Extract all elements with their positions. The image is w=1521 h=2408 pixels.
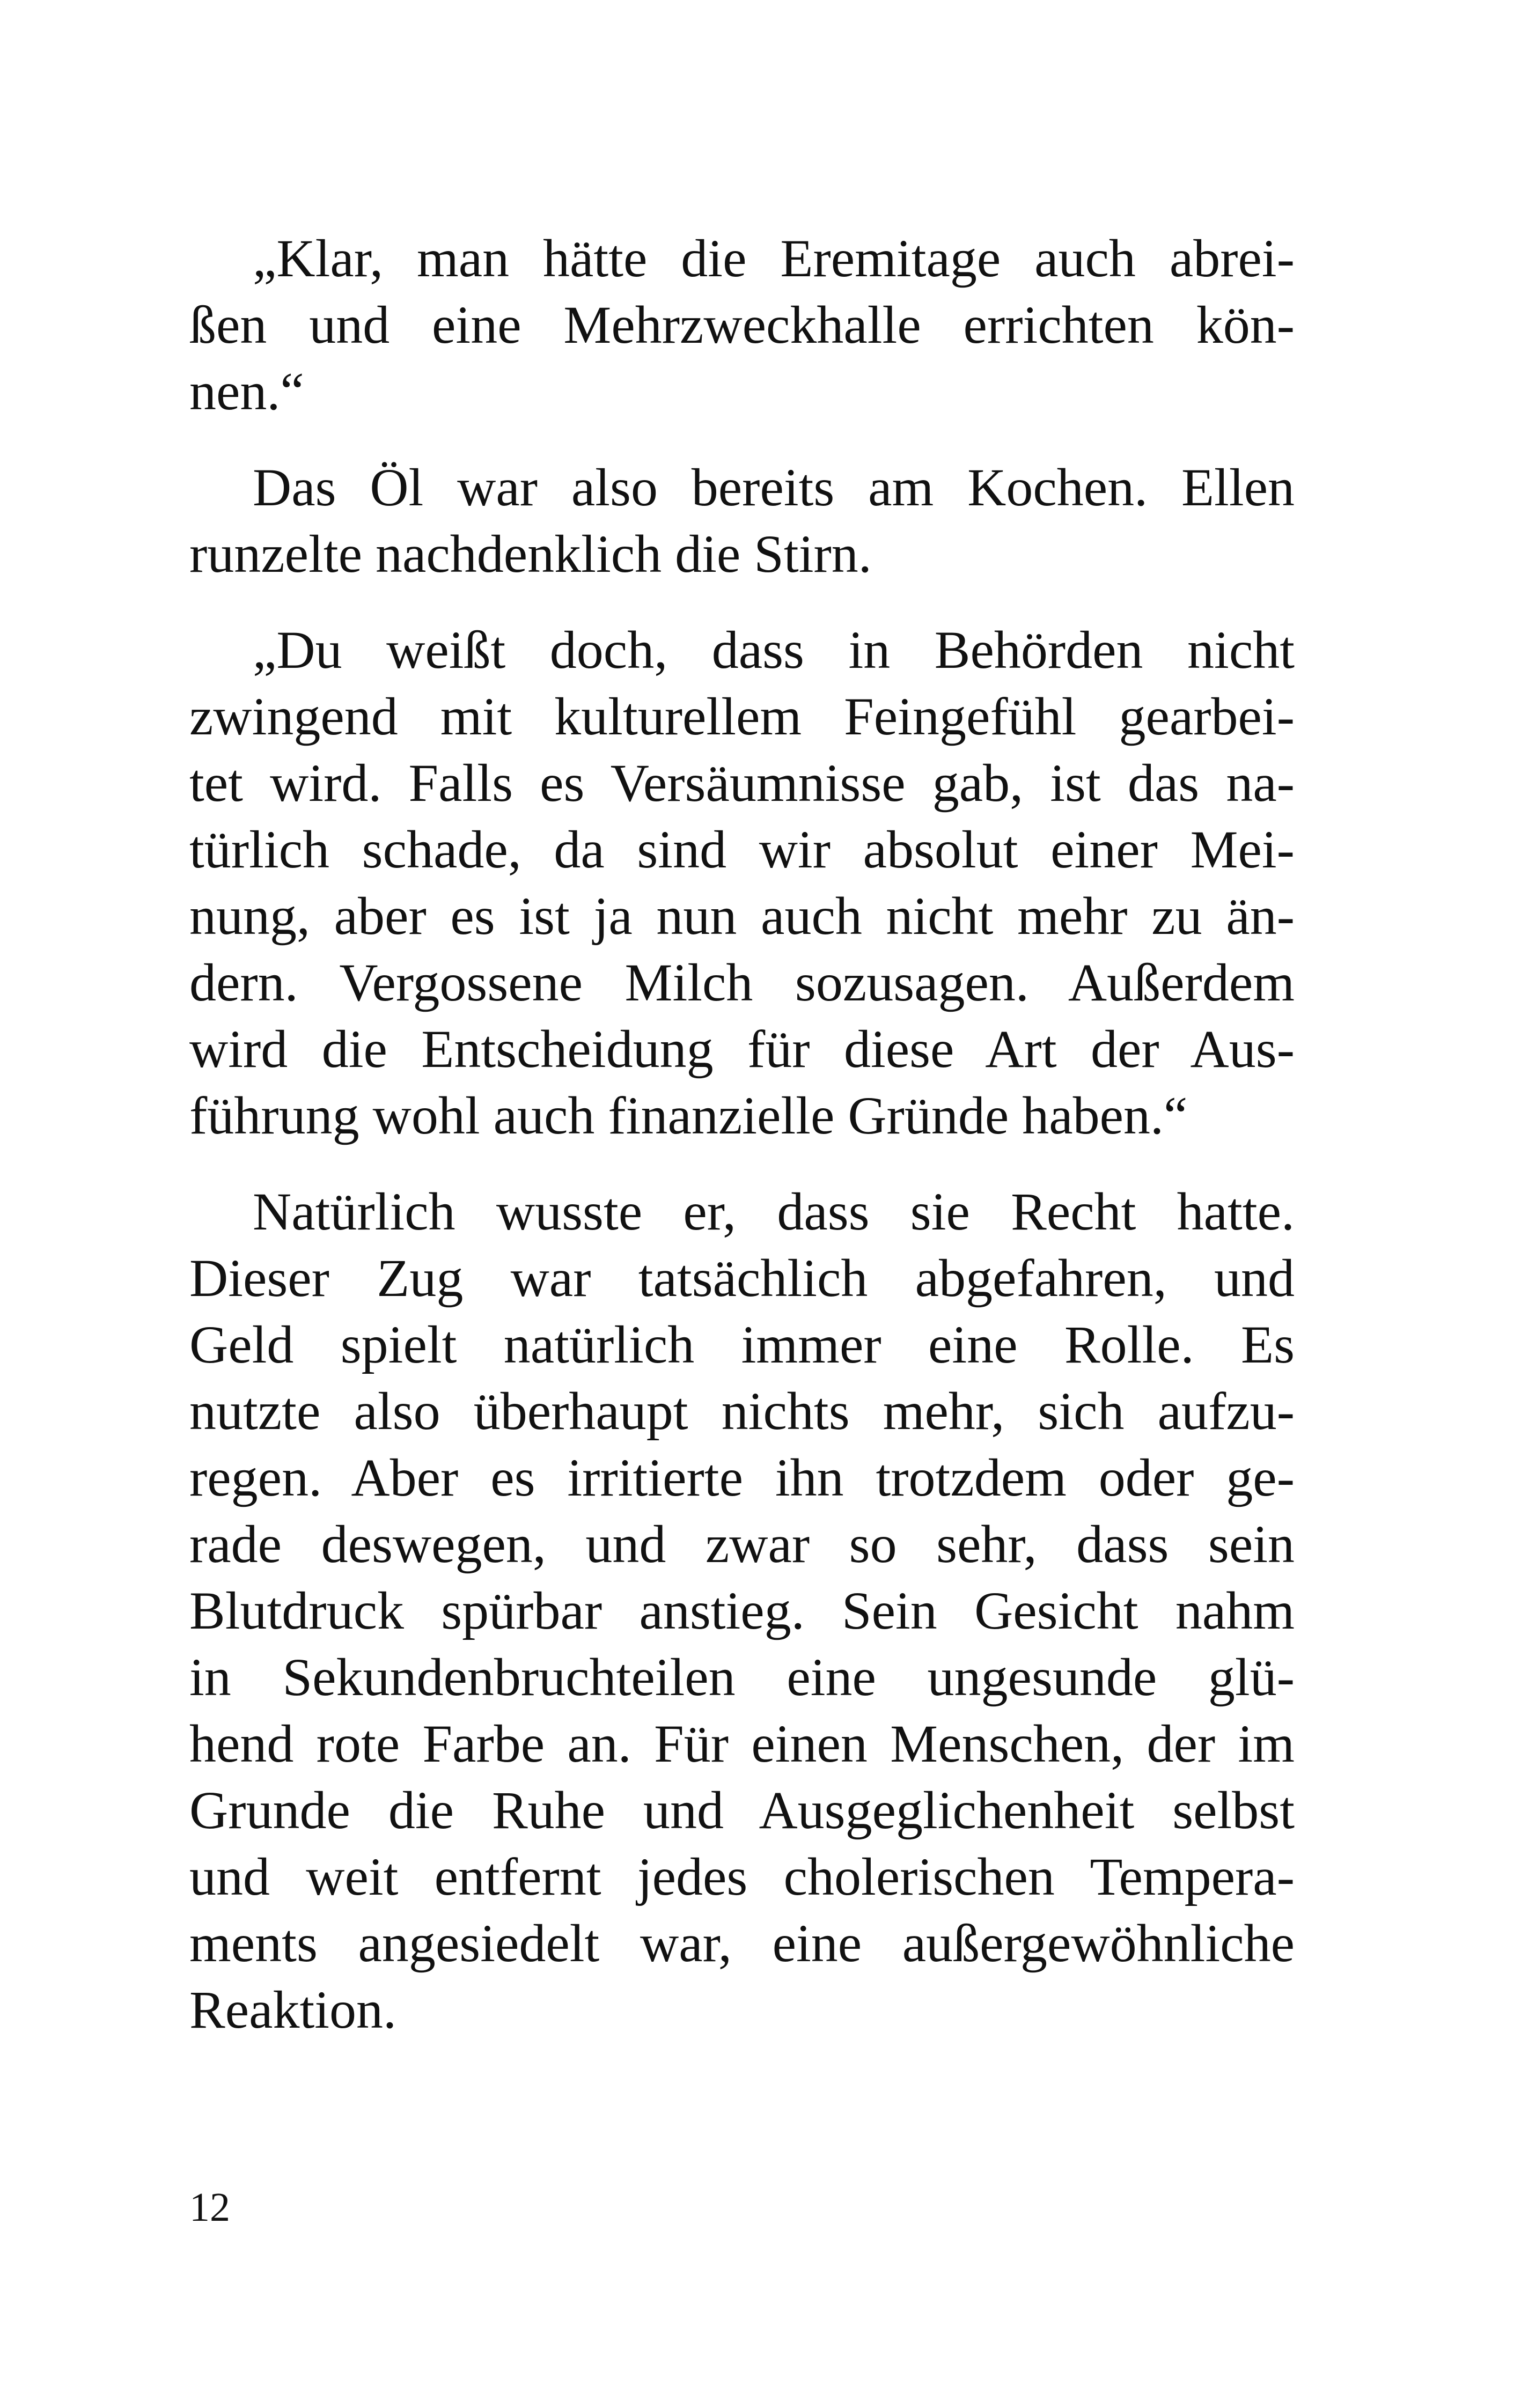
text-line: in Sekundenbruchteilen eine ungesunde glü- <box>189 1647 1295 1707</box>
text-line: nung, aber es ist ja nun auch nicht mehr zu än- <box>189 886 1295 946</box>
text-line: „Klar, man hätte die Eremitage auch abrei- <box>253 229 1295 288</box>
text-line: dern. Vergossene Milch sozusagen. Außerdem <box>189 953 1295 1012</box>
text-line: Geld spielt natürlich immer eine Rolle. Es <box>189 1315 1295 1374</box>
text-line: zwingend mit kulturellem Feingefühl gearbei- <box>189 687 1295 746</box>
text-line: nutzte also überhaupt nichts mehr, sich aufzu- <box>189 1381 1295 1441</box>
text-line: Natürlich wusste er, dass sie Recht hatte. <box>253 1182 1295 1241</box>
text-line: Grunde die Ruhe und Ausgeglichenheit selbst <box>189 1780 1295 1840</box>
text-line: hend rote Farbe an. Für einen Menschen, der im <box>189 1714 1295 1773</box>
text-line: tet wird. Falls es Versäumnisse gab, ist das na- <box>189 753 1295 813</box>
paragraph-4 <box>189 1179 1295 2043</box>
body-text <box>189 225 1295 2073</box>
text-line: Dieser Zug war tatsächlich abgefahren, und <box>189 1248 1295 1308</box>
paragraph-3 <box>189 617 1295 1149</box>
text-line: Das Öl war also bereits am Kochen. Ellen <box>253 458 1295 517</box>
text-line: ßen und eine Mehrzweckhalle errichten kön- <box>189 295 1295 355</box>
text-line: nen.“ <box>189 362 304 421</box>
text-line: und weit entfernt jedes cholerischen Tempera- <box>189 1847 1295 1906</box>
text-line: türlich schade, da sind wir absolut einer Mei- <box>189 820 1295 879</box>
text-line: runzelte nachdenklich die Stirn. <box>189 524 872 584</box>
paragraph-2 <box>189 454 1295 587</box>
page-number: 12 <box>189 2185 230 2230</box>
text-line: regen. Aber es irritierte ihn trotzdem oder ge- <box>189 1448 1295 1507</box>
text-line: Reaktion. <box>189 1980 397 2039</box>
text-line: führung wohl auch finanzielle Gründe haben.“ <box>189 1086 1188 1145</box>
text-line: ments angesiedelt war, eine außergewöhnliche <box>189 1913 1295 1973</box>
text-line: „Du weißt doch, dass in Behörden nicht <box>253 620 1295 680</box>
text-line: Blutdruck spürbar anstieg. Sein Gesicht nahm <box>189 1581 1295 1640</box>
paragraph-1 <box>189 225 1295 425</box>
text-line: wird die Entscheidung für diese Art der Aus- <box>189 1019 1295 1079</box>
text-line: rade deswegen, und zwar so sehr, dass sein <box>189 1514 1295 1574</box>
